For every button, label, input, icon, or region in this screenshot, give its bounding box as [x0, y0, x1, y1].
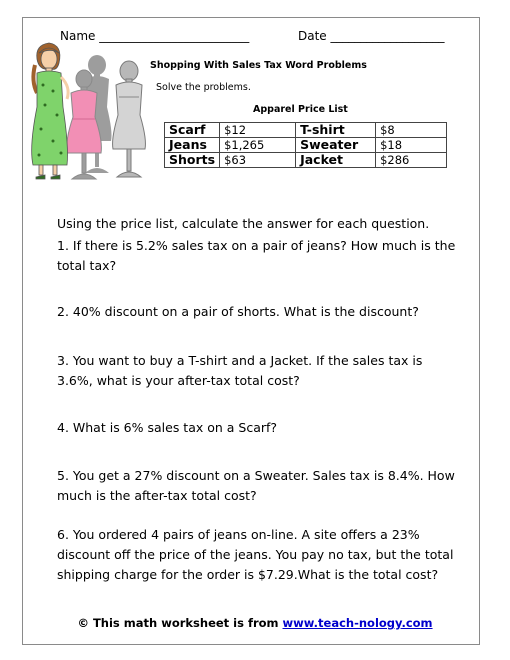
table-row — [165, 153, 447, 168]
shopper-mannequins-illustration — [27, 37, 155, 185]
question-4: 4. What is 6% sales tax on a Scarf? — [57, 420, 278, 435]
instructions-text: Solve the problems. — [156, 82, 251, 93]
item-name: Sweater — [296, 138, 376, 153]
date-field-label: Date ___________________ — [298, 29, 445, 43]
item-name: T-shirt — [296, 123, 376, 138]
name-field-label: Name _________________________ — [60, 29, 250, 43]
question-1: 1. If there is 5.2% sales tax on a pair of jeans? How much is the total tax? — [57, 238, 456, 273]
price-list-table — [164, 122, 447, 168]
item-price: $12 — [220, 123, 296, 138]
item-price: $18 — [376, 138, 447, 153]
question-6: 6. You ordered 4 pairs of jeans on-line. A site offers a 23% discount off the price of the jeans. You pay no tax, but the total shipping charge for the order is $7.29.What is the total cost? — [57, 527, 454, 582]
item-name: Shorts — [165, 153, 220, 168]
price-list-title: Apparel Price List — [253, 104, 348, 115]
teach-nology-link[interactable]: www.teach-nology.com — [282, 616, 433, 630]
item-name: Scarf — [165, 123, 220, 138]
question-2: 2. 40% discount on a pair of shorts. What is the discount? — [57, 304, 419, 319]
item-name: Jacket — [296, 153, 376, 168]
item-price: $8 — [376, 123, 447, 138]
question-3: 3. You want to buy a T-shirt and a Jacket. If the sales tax is 3.6%, what is your after-tax total cost? — [57, 353, 423, 388]
item-price: $1,265 — [220, 138, 296, 153]
table-row — [165, 138, 447, 153]
table-row — [165, 123, 447, 138]
mannequin-gray-right — [113, 61, 146, 177]
item-name: Jeans — [165, 138, 220, 153]
woman-shopper — [32, 43, 68, 179]
lead-instruction: Using the price list, calculate the answer for each question. — [57, 216, 430, 231]
question-5: 5. You get a 27% discount on a Sweater. Sales tax is 8.4%. How much is the after-tax total cost? — [57, 468, 455, 503]
worksheet-title: Shopping With Sales Tax Word Problems — [150, 60, 367, 71]
item-price: $63 — [220, 153, 296, 168]
footer-credit — [0, 616, 510, 630]
footer-text: © This math worksheet is from — [77, 616, 283, 630]
item-price: $286 — [376, 153, 447, 168]
